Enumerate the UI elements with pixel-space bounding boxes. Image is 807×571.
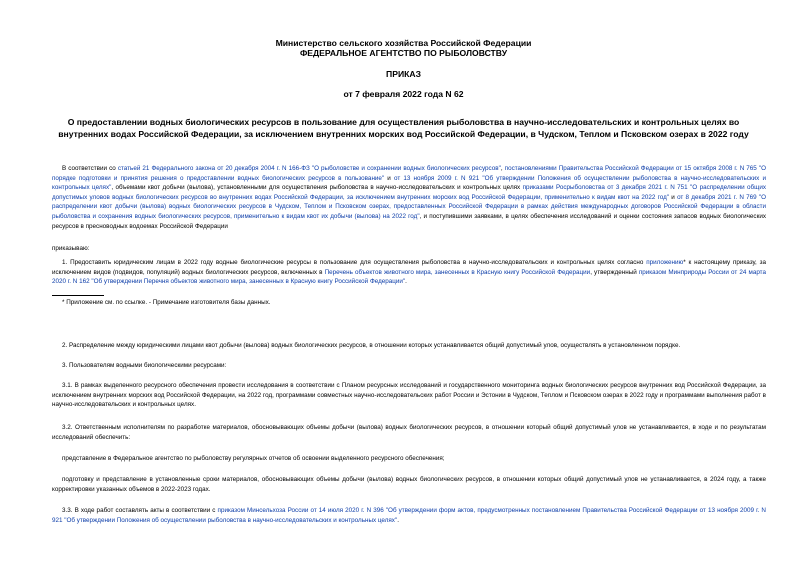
document-type: ПРИКАЗ	[386, 69, 421, 79]
minprirody-order-162-link[interactable]: приказом Минприроды России от 24 марта 2020 г. N 162 "Об утверждении Перечня объектов животного мира, занесенных в Красную книгу Российской Федерации"	[52, 268, 767, 286]
preamble-text: ,	[500, 165, 505, 172]
item-3-paragraph: 3. Пользователям водными биологическими ресурсами:	[62, 362, 227, 369]
preamble-text: и	[669, 193, 678, 201]
appendix-link[interactable]: приложению	[646, 259, 684, 266]
orders-word: приказываю:	[52, 245, 90, 252]
item-1-text: * к настоящему приказу, за исключением видов (подвидов, популяций) водных биологических ресурсов, включенных в	[52, 259, 766, 276]
rosrybolovstvo-order-769-link[interactable]: от 8 декабря 2021 г. N 769 "О распределении квот добычи (вылова) водных биологических ресурсов в Чудском, Теплом и Псковском озерах, предоставленных Российской Федерации в рамках действия международных договоров Российской Федерации в области рыболовства и сохранения водных биологических ресурсов, применительно к видам квот их добычи (вылова) на 2022 год"	[52, 193, 766, 220]
preamble-text: В соответствии со	[62, 165, 118, 172]
item-3-3-paragraph	[52, 506, 766, 525]
government-decree-921-link[interactable]: от 13 ноября 2009 г. N 921 "Об утверждении Положения об осуществлении рыболовства в научно-исследовательских и контрольных целях"	[52, 174, 766, 192]
item-1-paragraph	[52, 258, 766, 287]
preamble-text: , и поступившими заявками, в целях обеспечения исследований и оценки состояния запасов водных биологических ресурсов в пресноводных водоемах Российской Федерации	[52, 212, 766, 230]
document-title	[30, 117, 777, 140]
preamble-text: , объемами квот добычи (вылова), установленными для осуществления рыболовства в научно-исследовательских и контрольных целях	[111, 184, 523, 192]
footnote: * Приложение см. по ссылке. - Примечание изготовителя базы данных.	[62, 299, 271, 306]
item-3-2-bullet-2: подготовку и представление в установленные сроки материалов, обосновывающих объемы добычи (вылова) водных биологических ресурсов, в отношении которых общий допустимый улов не устанавливается, в 2024 году, а также корректировки указанных объемов в 2022-2023 годах.	[52, 476, 766, 493]
footnote-divider	[52, 295, 104, 296]
minselkhoz-order-396-link[interactable]: приказом Минсельхоза России от 14 июля 2020 г. N 396 "Об утверждении форм актов, предусмотренных постановлением Правительства Российской Федерации от 13 ноября 2009 г. N 921 "Об утверждении Положения об осуществлении рыболовства в научно-исследовательских и контрольных целях"	[52, 507, 766, 524]
item-2-paragraph: 2. Распределение между юридическими лицами квот добычи (вылова) водных биологических ресурсов, в отношении которых устанавливается общий допустимый улов, осуществлять в установленном порядке.	[62, 342, 681, 349]
government-decree-765-link[interactable]: постановлениями Правительства Российской Федерации от 15 октября 2008 г. N 765 "О порядке подготовки и принятия решения о предоставлении водных биологических ресурсов в пользование"	[52, 165, 766, 182]
item-3-1-paragraph: 3.1. В рамках выделенного ресурсного обеспечения провести исследования в соответствии с Планом ресурсных исследований и государственного мониторинга водных биологических ресурсов внутренних вод Российской Федерации, за исключением внутренних морских вод Российской Федерации, на 2022 год, программами совместных научно-исследовательских работ России и Эстонии в Чудском, Теплом и Псковском озерах в 2022 году и программами выполнения работ в научно-исследовательских и контрольных целях.	[52, 382, 766, 409]
title-line-1: О предоставлении водных биологических ресурсов в пользование для осуществления рыболовства в научно-исследовательских и контрольных целях во	[67, 117, 740, 127]
agency-name: ФЕДЕРАЛЬНОЕ АГЕНТСТВО ПО РЫБОЛОВСТВУ	[299, 48, 508, 58]
preamble-text: и	[384, 174, 394, 182]
document-date-number: от 7 февраля 2022 года N 62	[343, 89, 464, 99]
ministry-name: Министерство сельского хозяйства Российской Федерации	[275, 38, 532, 48]
item-1-text: .	[405, 278, 407, 286]
rosrybolovstvo-order-751-link[interactable]: приказами Росрыболовства от 3 декабря 2021 г. N 751 "О распределении общих допустимых уловов водных биологических ресурсов во внутренних водах Российской Федерации, за исключением внутренних морских вод Российской Федерации, применительно к видам квот на 2022 год"	[52, 184, 766, 201]
item-1-text: , утвержденный	[590, 268, 639, 276]
item-3-2-paragraph: 3.2. Ответственным исполнителям по разработке материалов, обосновывающих объемы добычи (вылова) водных биологических ресурсов, в отношении который общий допустимый улов не устанавливается, в ходе и по результатам исследований обеспечить:	[52, 424, 766, 441]
item-3-3-text: .	[397, 516, 399, 524]
item-3-2-bullet-1: представление в Федеральное агентство по рыболовству регулярных отчетов об освоении выделенного ресурсного обеспечения;	[62, 455, 445, 462]
item-1-text: 1. Предоставить юридическим лицам в 2022 году водные биологические ресурсы в пользование для осуществления рыболовства в научно-исследовательских и контрольных целях согласно	[62, 259, 647, 266]
red-book-list-link[interactable]: Перечень объектов животного мира, занесенных в Красную книгу Российской Федерации	[324, 268, 591, 276]
item-3-3-text: 3.3. В ходе работ составлять акты в соответствии с	[62, 507, 218, 514]
title-line-2: внутренних водах Российской Федерации, за исключением внутренних морских вод Российской Федерации, в Чудском, Теплом и Псковском озерах в 2022 году	[58, 128, 749, 139]
law-article-21-link[interactable]: статьей 21 Федерального закона от 20 декабря 2004 г. N 166-ФЗ "О рыболовстве и сохранении водных биологических ресурсов"	[117, 165, 501, 172]
preamble-paragraph	[52, 164, 766, 231]
